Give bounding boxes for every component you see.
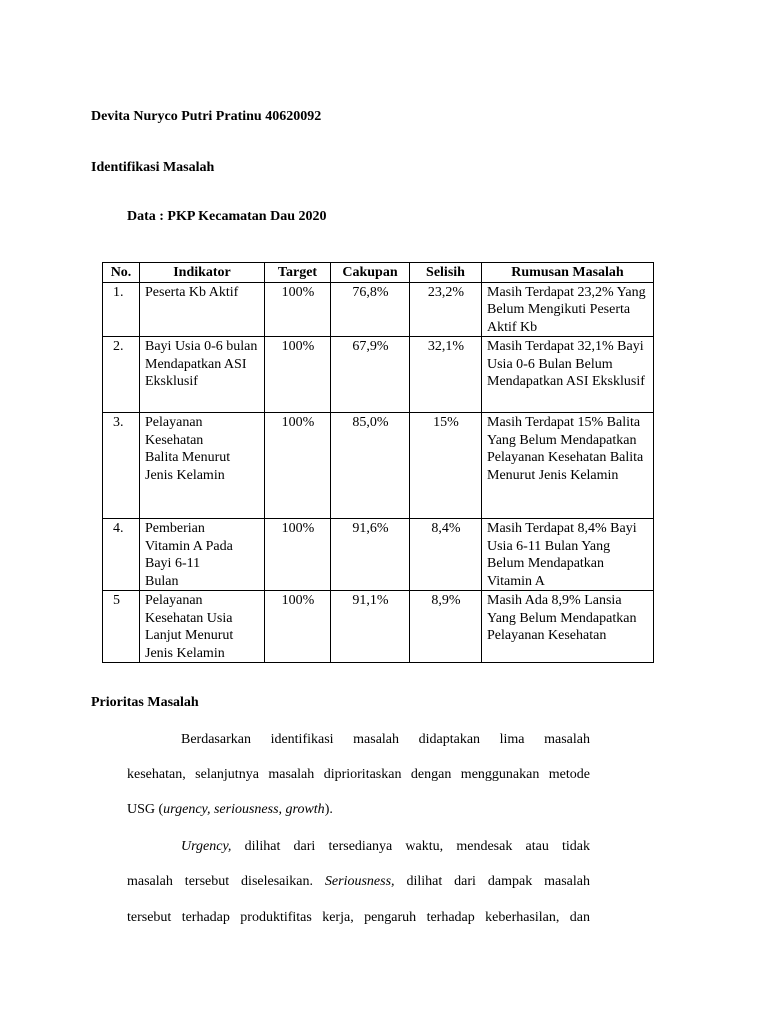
cell-selisih: 23,2% [410, 282, 482, 337]
cell-target: 100% [265, 282, 331, 337]
cell-selisih: 32,1% [410, 337, 482, 413]
cell-target: 100% [265, 413, 331, 519]
cell-selisih: 8,9% [410, 591, 482, 663]
col-header-indikator: Indikator [140, 263, 265, 283]
paragraph-2-line-3: tersebut terhadap produktifitas kerja, pengaruh terhadap keberhasilan, dan [127, 910, 590, 925]
cell-selisih: 15% [410, 413, 482, 519]
section-title-identifikasi: Identifikasi Masalah [91, 160, 215, 175]
paragraph-1-line-3 [127, 801, 590, 818]
cell-no: 3. [103, 413, 140, 519]
table-row [103, 519, 654, 591]
cell-no: 2. [103, 337, 140, 413]
col-header-target: Target [265, 263, 331, 283]
table-row [103, 282, 654, 337]
cell-cakupan: 91,1% [331, 591, 410, 663]
usg-suffix: ). [324, 802, 333, 817]
cell-no: 4. [103, 519, 140, 591]
paragraph-1-line-2: kesehatan, selanjutnya masalah diprioritaskan dengan menggunakan metode [127, 767, 590, 782]
table-row [103, 413, 654, 519]
cell-target: 100% [265, 337, 331, 413]
cell-no: 5 [103, 591, 140, 663]
cell-target: 100% [265, 519, 331, 591]
cell-indikator: Pelayanan Kesehatan Balita Menurut Jenis Kelamin [140, 413, 265, 519]
cell-rumusan: Masih Terdapat 23,2% Yang Belum Mengikuti Peserta Aktif Kb [482, 282, 654, 337]
text-segment: masalah tersebut diselesaikan. [127, 874, 325, 889]
cell-cakupan: 67,9% [331, 337, 410, 413]
table-header-row [103, 263, 654, 283]
table-row [103, 337, 654, 413]
cell-indikator: Peserta Kb Aktif [140, 282, 265, 337]
col-header-cakupan: Cakupan [331, 263, 410, 283]
cell-indikator: Pelayanan Kesehatan Usia Lanjut Menurut Jenis Kelamin [140, 591, 265, 663]
usg-terms: urgency, seriousness, growth [163, 802, 325, 817]
term-seriousness: Seriousness, [324, 874, 395, 889]
cell-selisih: 8,4% [410, 519, 482, 591]
usg-prefix: USG ( [127, 802, 164, 817]
paragraph-2-line-1 [181, 838, 590, 855]
col-header-selisih: Selisih [410, 263, 482, 283]
cell-indikator: Pemberian Vitamin A Pada Bayi 6-11 Bulan [140, 519, 265, 591]
paragraph-2-line-2 [127, 873, 590, 890]
urgency-definition: dilihat dari tersedianya waktu, mendesak atau tidak [231, 839, 590, 854]
problem-table [102, 262, 654, 663]
term-urgency: Urgency, [181, 839, 232, 854]
section-title-prioritas: Prioritas Masalah [91, 695, 199, 710]
cell-rumusan: Masih Terdapat 32,1% Bayi Usia 0-6 Bulan Belum Mendapatkan ASI Eksklusif [482, 337, 654, 413]
col-header-rumusan: Rumusan Masalah [482, 263, 654, 283]
cell-rumusan: Masih Ada 8,9% Lansia Yang Belum Mendapatkan Pelayanan Kesehatan [482, 591, 654, 663]
data-source-label: Data : PKP Kecamatan Dau 2020 [127, 209, 327, 224]
cell-cakupan: 85,0% [331, 413, 410, 519]
seriousness-definition: dilihat dari dampak masalah [394, 874, 591, 889]
col-header-no: No. [103, 263, 140, 283]
author-line: Devita Nuryco Putri Pratinu 40620092 [91, 109, 322, 124]
cell-rumusan: Masih Terdapat 15% Balita Yang Belum Mendapatkan Pelayanan Kesehatan Balita Menurut Jenis Kelamin [482, 413, 654, 519]
cell-indikator: Bayi Usia 0-6 bulan Mendapatkan ASI Eksklusif [140, 337, 265, 413]
cell-target: 100% [265, 591, 331, 663]
table-row [103, 591, 654, 663]
cell-rumusan: Masih Terdapat 8,4% Bayi Usia 6-11 Bulan Yang Belum Mendapatkan Vitamin A [482, 519, 654, 591]
cell-cakupan: 91,6% [331, 519, 410, 591]
cell-cakupan: 76,8% [331, 282, 410, 337]
paragraph-1-line-1: Berdasarkan identifikasi masalah didaptakan lima masalah [181, 732, 590, 747]
cell-no: 1. [103, 282, 140, 337]
